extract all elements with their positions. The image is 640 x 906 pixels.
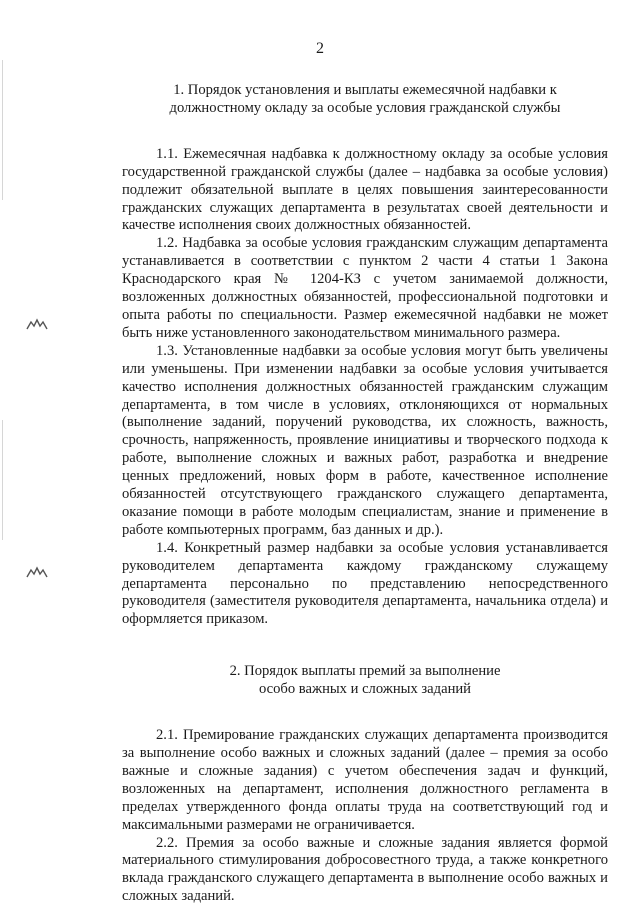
paragraph-2-2: 2.2. Премия за особо важные и сложные задания является формой материального стимулирования добросовестного труда, а также конкретного вклада гражданского служащего департамента в выполнение особо важных и сложных заданий. xyxy=(122,834,608,905)
scan-edge-line xyxy=(2,60,3,200)
page-number: 2 xyxy=(316,40,324,57)
section-2-heading xyxy=(122,663,608,699)
section-1-title-line-1: 1. Порядок установления и выплаты ежемесячной надбавки к xyxy=(173,82,557,98)
section-1-heading xyxy=(122,82,608,118)
section-1-title-line-2: должностному окладу за особые условия гражданской службы xyxy=(169,99,561,116)
section-2-title-line-2: особо важных и сложных заданий xyxy=(259,681,471,698)
document-body xyxy=(122,82,608,906)
paragraph-2-1: 2.1. Премирование гражданских служащих департамента производится за выполнение особо важных и сложных заданий (далее – премия за особо важные и сложные задания) с учетом обеспечения задач и функций, возложенных на департамент, исполнения должностного регламента в пределах утвержденного фонда оплаты труда на соответствующий год и максимальными размерами не ограничивается. xyxy=(122,727,608,833)
paragraph-1-1: 1.1. Ежемесячная надбавка к должностному окладу за особые условия государственной гражданской службы (далее – надбавка за особые условия) подлежит обязательной выплате в целях повышения заинтересованности гражданских служащих департамента в результатах своей деятельности и качестве исполнения своих должностных обязанностей. xyxy=(122,145,608,234)
paragraph-1-4: 1.4. Конкретный размер надбавки за особые условия устанавливается руководителем департамента каждому гражданскому служащему департамента персонально по представлению непосредственного руководителя (заместителя руководителя департамента, начальника отдела) и оформляется приказом. xyxy=(122,539,608,628)
paragraph-1-3: 1.3. Установленные надбавки за особые условия могут быть увеличены или уменьшены. При изменении надбавки за особые условия учитывается качество исполнения должностных обязанностей гражданским служащим департамента, в том числе в условиях, отклоняющихся от нормальных (выполнение заданий, поручений руководства, их сложность, важность, срочность, напряженность, проявление инициативы и творческого подхода к работе, выполнение сложных и важных работ, разработка и внедрение ценных предложений, новых форм в работе, качественное исполнение обязанностей отсутствующего гражданского служащего департамента, оказание помощи в работе молодым специалистам, знание и применение в работе компьютерных программ, баз данных и др.). xyxy=(122,342,608,538)
section-2-title-line-1: 2. Порядок выплаты премий за выполнение xyxy=(229,663,501,680)
paragraph-1-2: 1.2. Надбавка за особые условия гражданским служащим департамента устанавливается в соответствии с пунктом 2 части 4 статьи 1 Закона Краснодарского края № 1204-КЗ с учетом занимаемой должности, возложенных должностных обязанностей, профессиональной подготовки и опыта работы по специальности. Размер ежемесячной надбавки не может быть ниже установленного законодательством минимального размера. xyxy=(122,235,608,341)
punch-hole-mark xyxy=(26,318,48,330)
punch-hole-mark xyxy=(26,566,48,578)
scan-edge-line xyxy=(2,420,3,540)
